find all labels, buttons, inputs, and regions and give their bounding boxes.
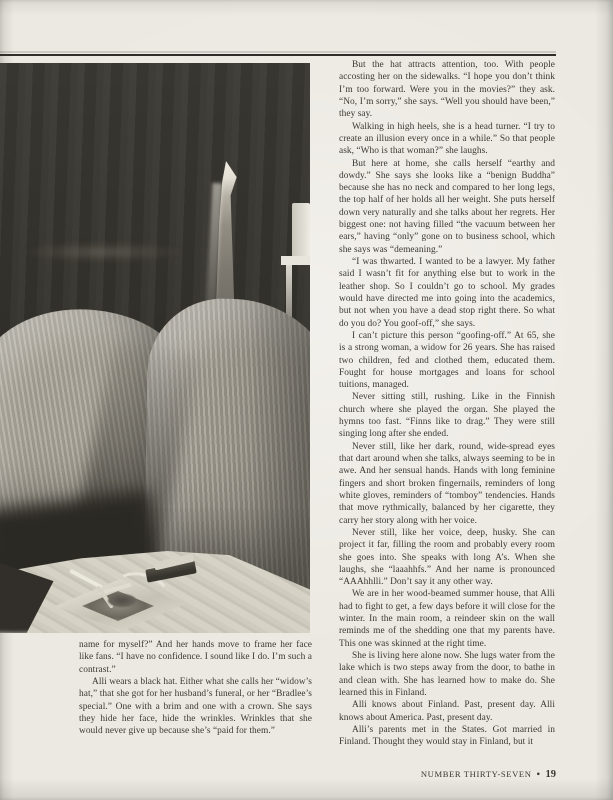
article-column-left (79, 639, 312, 763)
article-paragraph: Never sitting still, rushing. Like in the Finnish church where she played the organ. She played the hymns too fast. “Finns like to drag.” They were still singing long after she ended. (339, 392, 555, 440)
article-paragraph: Never still, like her dark, round, wide-spread eyes that dart around when she talks, always seeming to be in awe. And her sensual hands. Hands with long feminine fingers and short broken fingernails, reminders of long white gloves, reminders of “tomboy” tendencies. Hands that move rythmically, balanced by her cigarette, they carry her story along with her voice. (339, 441, 555, 526)
photo-faint-highlight (0, 239, 228, 265)
page-folio (0, 769, 556, 780)
article-paragraph: “I was thwarted. I wanted to be a lawyer. My father said I wasn’t fit for anything else but to work in the leather shop. So I couldn’t go to school. My grades would have directed me into going into the academics, but not when you have a dead stop right there. So what do you do? You goof-off,” she says. (339, 257, 555, 329)
ash-pile (108, 594, 136, 607)
article-paragraph: Alli knows about Finland. Past, present day. Alli knows about America. Past, present day. (339, 700, 555, 723)
article-photo (0, 63, 310, 633)
folio-bullet: • (536, 770, 541, 780)
article-paragraph: Never still, like her voice, deep, husky. She can project it far, filling the room and probably every room she goes into. She speaks with long A’s. When she laughs, she “laaahhfs.” And her name is pronounced “AAAhhlli.” Don’t say it any other way. (339, 527, 555, 588)
article-paragraph: Walking in high heels, she is a head turner. “I try to create an illusion every once in a while.” So that people ask, “Who is that woman?” she laughs. (339, 121, 555, 157)
article-paragraph: Alli’s parents met in the States. Got married in Finland. Thought they would stay in Finland, but it (339, 724, 555, 748)
white-chair-seat (281, 256, 310, 265)
ashtray-still-life (50, 561, 200, 633)
white-chair-leg (286, 265, 292, 321)
journal-name: NUMBER THIRTY-SEVEN (420, 769, 532, 779)
article-column-right (339, 59, 555, 761)
top-rule-divider (0, 54, 556, 56)
article-paragraph: But here at home, she calls herself “earthy and dowdy.” She says she looks like a “benign Buddha” because she has no neck and compared to her long legs, the top half of her holds all her weight. She puts herself down very naturally and she talks about her regrets. Her biggest one: not having filled “the vacuum between her ears,” having “only” gone on to business school, which she says was “demeaning.” (339, 158, 555, 255)
article-paragraph-continuation: name for myself?” And her hands move to frame her face like fans. “I have no confidence. I sound like I do. I’m such a contrast.” (79, 640, 312, 675)
article-paragraph: We are in her wood-beamed summer house, that Alli had to fight to get, a few days before it will close for the winter. In the main room, a reindeer skin on the wall reminds me of the shedding one that my parents have. This one was skinned at the right time. (339, 589, 555, 649)
white-chair-back (292, 203, 310, 261)
article-paragraph: I can’t picture this person “goofing-off.” At 65, she is a strong woman, a widow for 26 years. She has raised two children, fed and clothed them, educated them. Fought for house mortgages and loans for school tuitions, managed. (339, 330, 555, 391)
article-paragraph: But the hat attracts attention, too. With people accosting her on the sidewalks. “I hope you don’t think I’m too forward. Were you in the movies?” they ask. “No, I’m sorry,” she says. “Well you should have been,” they say. (339, 60, 555, 120)
article-paragraph: She is living here alone now. She lugs water from the lake which is two steps away from the door, to bathe in and clean with. She has learned how to make do. She learned this in Finland. (339, 651, 555, 698)
article-paragraph: Alli wears a black hat. Either what she calls her “widow’s hat,” that she got for her husband’s funeral, or her “Bradlee’s special.” One with a brim and one with a crown. She says they hide her face, hide the wrinkles. Wrinkles that she would never give up because she’s “paid for them.” (79, 676, 312, 737)
page-number: 19 (545, 769, 556, 780)
